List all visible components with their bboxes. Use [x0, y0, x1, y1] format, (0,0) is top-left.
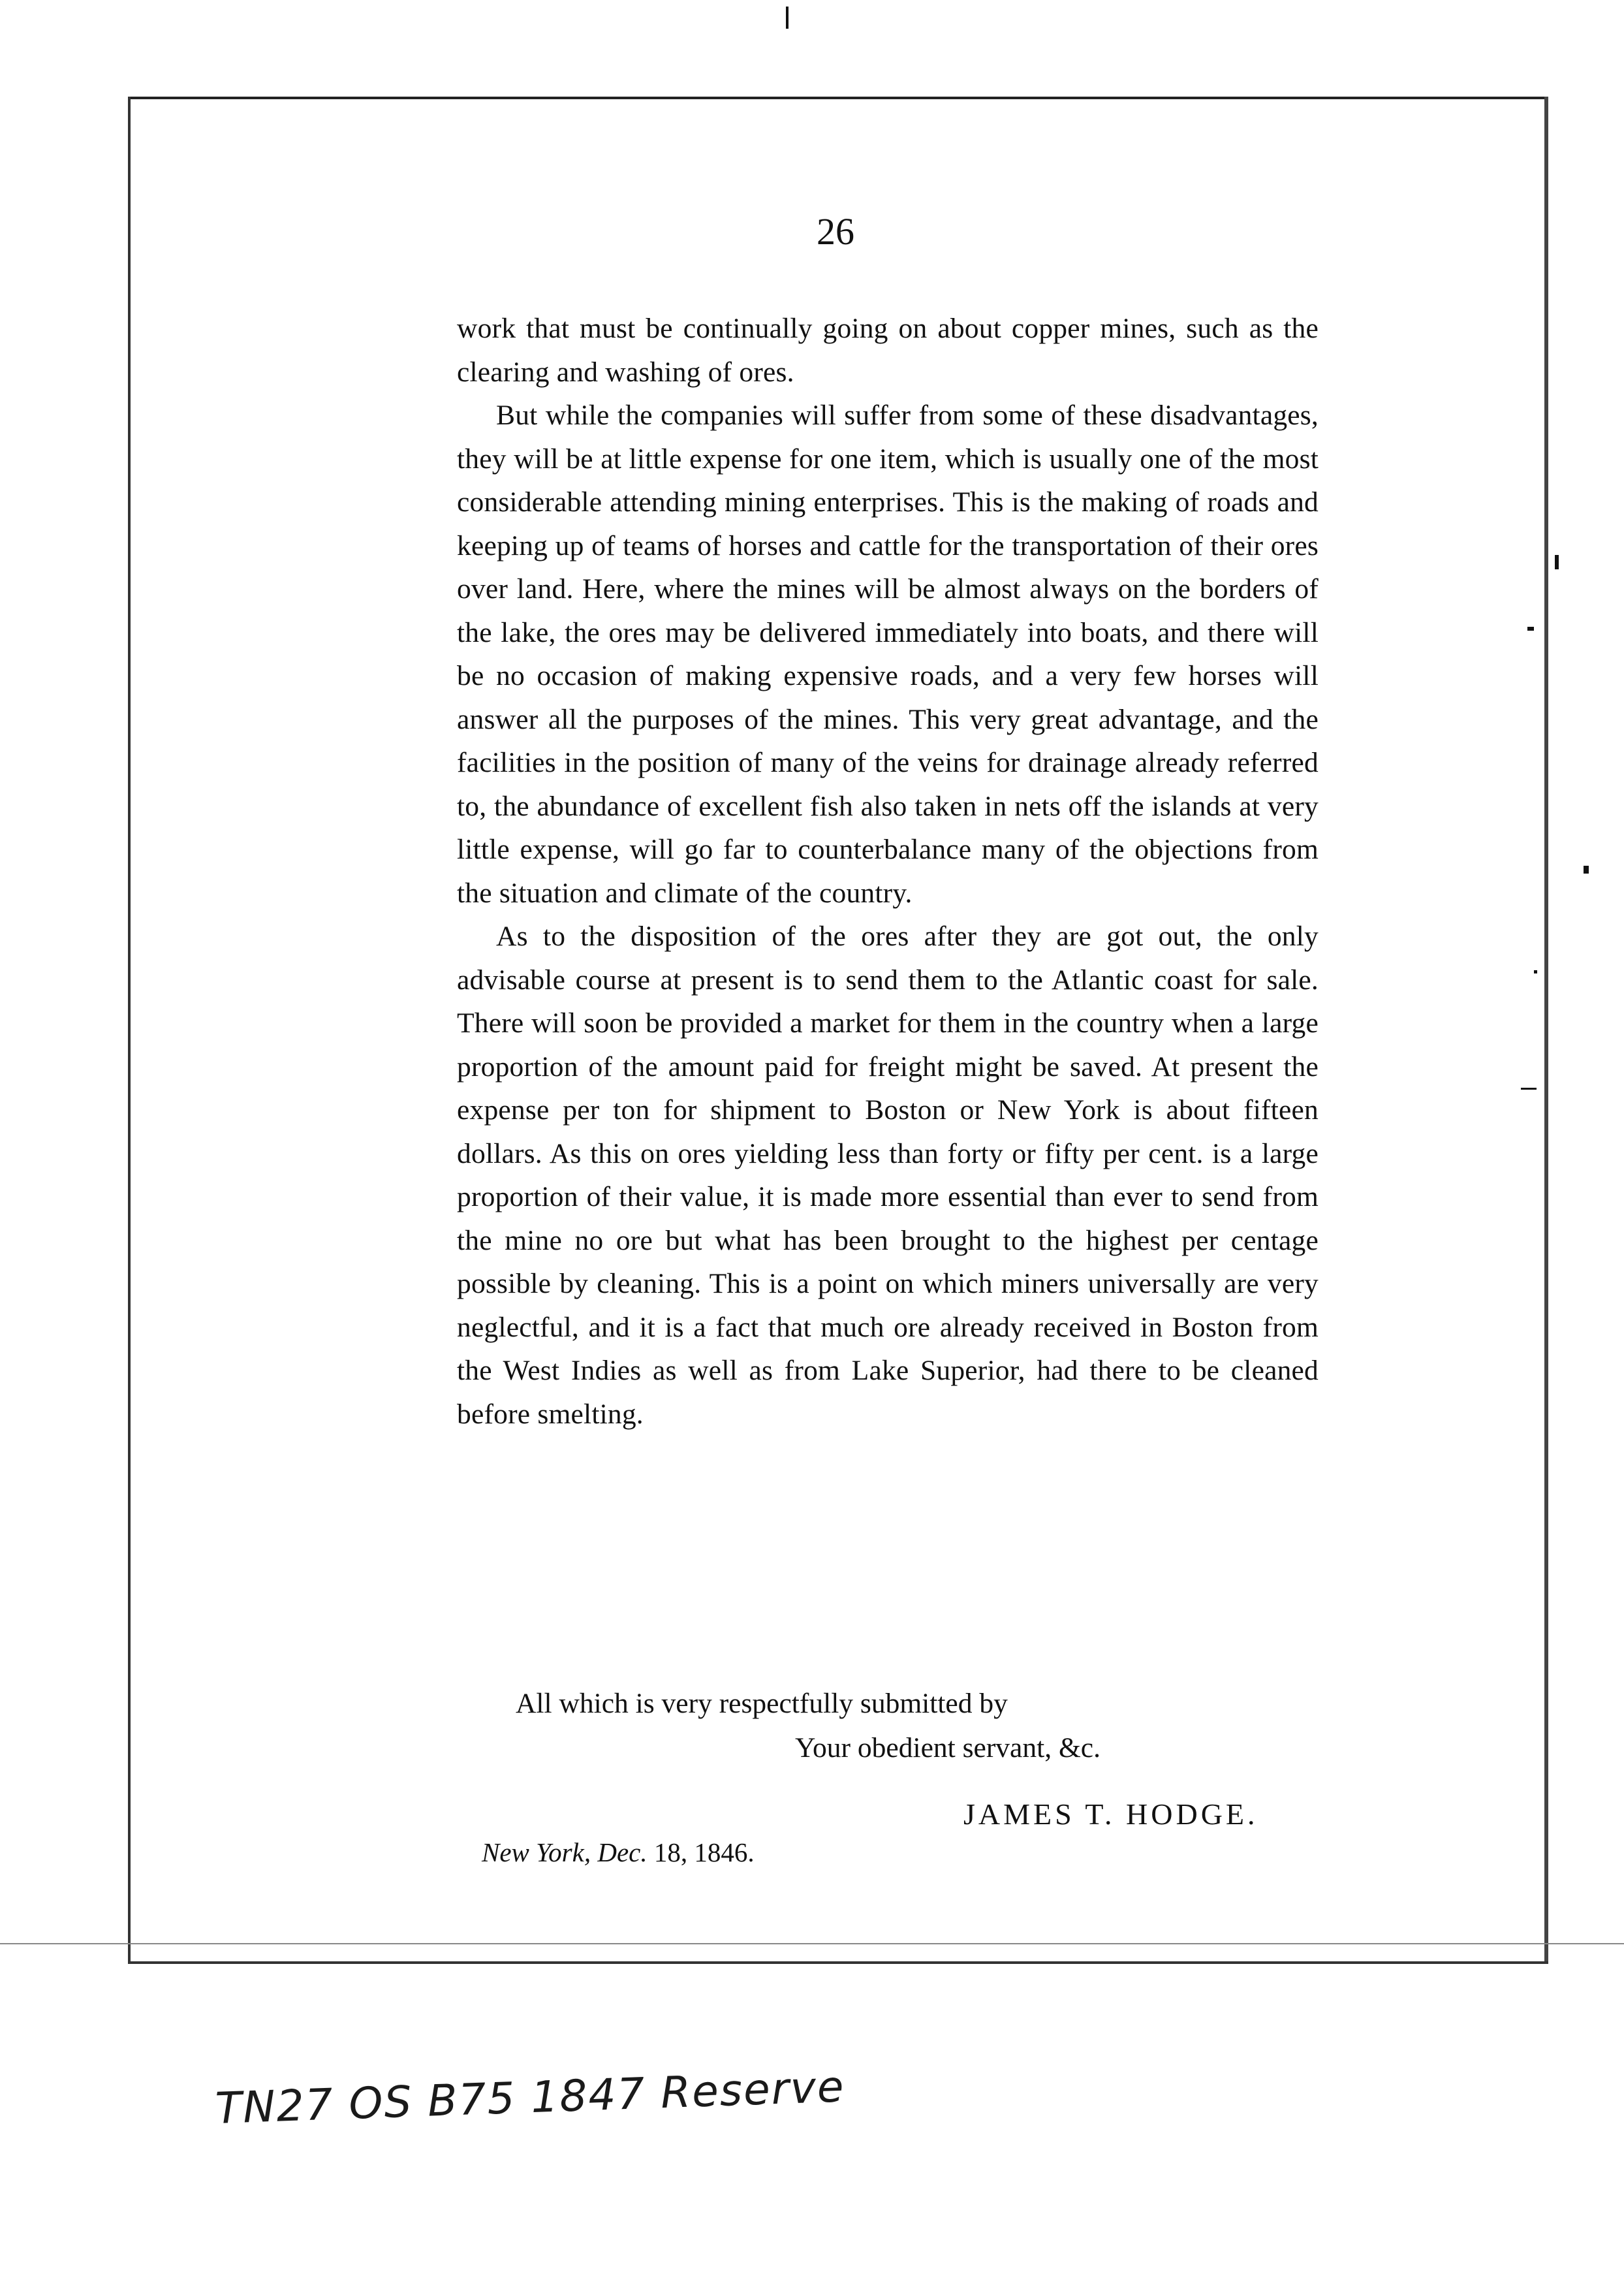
- page-edge-top: [128, 97, 1544, 99]
- scan-speck: [1534, 970, 1537, 973]
- scan-speck: [1584, 866, 1589, 874]
- scan-speck: [1527, 627, 1534, 631]
- closing-servant: Your obedient servant, &c.: [795, 1732, 1101, 1763]
- scan-artifact-line: [0, 1943, 1624, 1944]
- place-date: [482, 1831, 755, 1874]
- body-text: [457, 307, 1319, 1436]
- place-text: New York, Dec.: [482, 1837, 648, 1867]
- page-edge-right: [1544, 97, 1548, 1964]
- page-number: 26: [817, 210, 854, 253]
- handwritten-call-number: TN27 OS B75 1847 Reserve: [214, 2061, 846, 2134]
- paragraph-roads: But while the companies will suffer from some of these disadvantages, they will be at little expense for one item, which is usually one of the most considerable attending mining enterprises. This is the making of roads and keeping up of teams of horses and cattle for the transportation of their ores over land. Here, where the mines will be almost always on the borders of the lake, the ores may be delivered immediately into boats, and there will be no occasion of making expensive roads, and a very few horses will answer all the purposes of the mines. This very great advantage, and the facilities in the position of many of the veins for drainage already referred to, the abundance of excellent fish also taken in nets off the islands at very little expense, will go far to counterbalance many of the objections from the situation and climate of the country.: [457, 400, 1319, 909]
- scan-speck: [1521, 1088, 1537, 1090]
- page-edge-left: [128, 97, 131, 1964]
- scan-speck: [786, 7, 789, 29]
- paragraph-ores-disposition: As to the disposition of the ores after they are got out, the only advisable course at present is to send them to the Atlantic coast for sale. There will soon be provided a market for them in the country when a large proportion of the amount paid for freight might be saved. At present the expense per ton for shipment to Boston or New York is about fifteen dollars. As this on ores yielding less than forty or fifty per cent. is a large proportion of their value, it is made more essential than ever to send from the mine no ore but what has been brought to the highest per centage possible by cleaning. This is a point on which miners universally are very neglectful, and it is a fact that much ore already received in Boston from the West Indies as well as from Lake Superior, had there to be cleaned before smelting.: [457, 921, 1319, 1430]
- page-edge-bottom: [128, 1961, 1548, 1964]
- signature-name: JAMES T. HODGE.: [963, 1797, 1258, 1831]
- date-text: 18, 1846.: [653, 1837, 755, 1867]
- closing-submission: All which is very respectfully submitted by: [516, 1688, 1008, 1719]
- paragraph-continuation: work that must be continually going on about copper mines, such as the clearing and washing of ores.: [457, 313, 1319, 388]
- scan-speck: [1555, 555, 1559, 569]
